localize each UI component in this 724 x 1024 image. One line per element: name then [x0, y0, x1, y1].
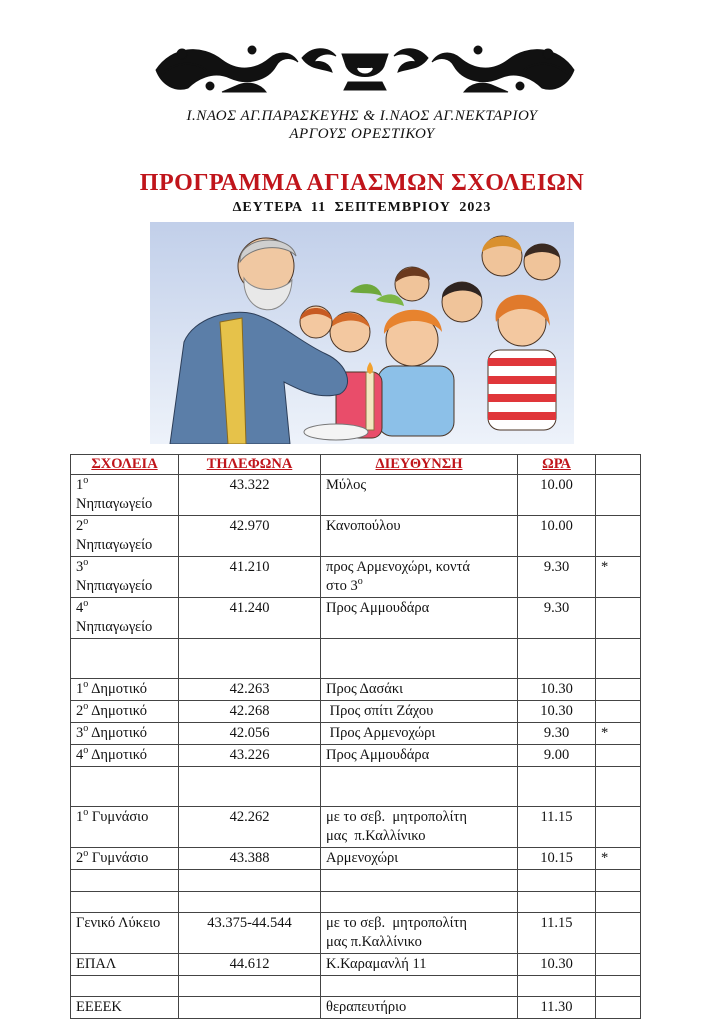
header-address: ΔΙΕΥΘΥΝΣΗ	[321, 455, 518, 475]
spacer-row	[71, 639, 641, 679]
spacer-row	[71, 976, 641, 997]
note-cell	[596, 745, 641, 767]
table-row	[71, 954, 641, 976]
address-cell: Κανοπούλου	[321, 516, 518, 557]
school-cell: ΕΕΕΕΚ	[71, 997, 179, 1019]
phone-cell: 42.263	[179, 679, 321, 701]
address-cell: Προς Αρμενοχώρι	[321, 723, 518, 745]
table-row	[71, 997, 641, 1019]
header-phones: ΤΗΛΕΦΩΝΑ	[179, 455, 321, 475]
school-cell: $2^o$ Νηπιαγωγείο	[71, 516, 179, 557]
table-row	[71, 598, 641, 639]
phone-cell: 41.240	[179, 598, 321, 639]
school-cell: $4^o$ Νηπιαγωγείο	[71, 598, 179, 639]
school-cell: $4^o$ Δημοτικό	[71, 745, 179, 767]
phone-cell: 42.268	[179, 701, 321, 723]
time-cell: 9.30	[518, 723, 596, 745]
address-cell: με το σεβ. μητροπολίτη μας π.Καλλίνικο	[321, 807, 518, 848]
school-cell: $3^o$ Δημοτικό	[71, 723, 179, 745]
phone-cell: 43.322	[179, 475, 321, 516]
table-row	[71, 557, 641, 598]
page-title: ΠΡΟΓΡΑΜΜΑ ΑΓΙΑΣΜΩΝ ΣΧΟΛΕΙΩΝ	[139, 170, 585, 196]
note-cell	[596, 997, 641, 1019]
school-cell: $3^o$ Νηπιαγωγείο	[71, 557, 179, 598]
time-cell: 10.30	[518, 701, 596, 723]
address-cell: Προς Αμμουδάρα	[321, 598, 518, 639]
note-cell: *	[596, 848, 641, 870]
school-cell: $2^o$ Δημοτικό	[71, 701, 179, 723]
time-cell: 9.00	[518, 745, 596, 767]
phone-cell: 42.262	[179, 807, 321, 848]
time-cell: 11.15	[518, 913, 596, 954]
note-cell	[596, 807, 641, 848]
table-row	[71, 701, 641, 723]
time-cell: 11.15	[518, 807, 596, 848]
address-cell: θεραπευτήριο	[321, 997, 518, 1019]
header-schools: ΣΧΟΛΕΙΑ	[71, 455, 179, 475]
spacer-row	[71, 892, 641, 913]
table-row	[71, 848, 641, 870]
phone-cell	[179, 997, 321, 1019]
address-cell: Προς Δασάκι	[321, 679, 518, 701]
address-cell: Μύλος	[321, 475, 518, 516]
time-cell: 11.30	[518, 997, 596, 1019]
time-cell: 10.30	[518, 954, 596, 976]
phone-cell: 43.388	[179, 848, 321, 870]
phone-cell: 42.056	[179, 723, 321, 745]
note-cell	[596, 701, 641, 723]
table-header-row	[71, 455, 641, 475]
school-cell: $2^o$ Γυμνάσιο	[71, 848, 179, 870]
phone-cell: 42.970	[179, 516, 321, 557]
time-cell: 10.30	[518, 679, 596, 701]
table-row	[71, 745, 641, 767]
town-name-line: ΑΡΓΟΥΣ ΟΡΕΣΤΙΚΟΥ	[289, 126, 435, 142]
time-cell: 10.15	[518, 848, 596, 870]
table-row	[71, 679, 641, 701]
spacer-row	[71, 870, 641, 892]
school-cell: $1^o$ Νηπιαγωγείο	[71, 475, 179, 516]
table-row	[71, 475, 641, 516]
address-cell: Κ.Καραμανλή 11	[321, 954, 518, 976]
church-name-line: Ι.ΝΑΟΣ ΑΓ.ΠΑΡΑΣΚΕΥΗΣ & Ι.ΝΑΟΣ ΑΓ.ΝΕΚΤΑΡΙΟΥ	[186, 108, 538, 124]
table-row	[71, 516, 641, 557]
note-cell: *	[596, 557, 641, 598]
table-row	[71, 913, 641, 954]
note-cell	[596, 516, 641, 557]
note-cell: *	[596, 723, 641, 745]
note-cell	[596, 475, 641, 516]
address-cell: προς Αρμενοχώρι, κοντά στο $3^o$	[321, 557, 518, 598]
note-cell	[596, 913, 641, 954]
note-cell	[596, 954, 641, 976]
header-note	[596, 455, 641, 475]
table-row	[71, 723, 641, 745]
spacer-row	[71, 767, 641, 807]
time-cell: 10.00	[518, 475, 596, 516]
time-cell: 9.30	[518, 557, 596, 598]
schedule-table	[70, 454, 641, 1019]
address-cell: Αρμενοχώρι	[321, 848, 518, 870]
address-cell: Προς σπίτι Ζάχου	[321, 701, 518, 723]
note-cell	[596, 598, 641, 639]
school-cell: $1^o$ Γυμνάσιο	[71, 807, 179, 848]
ornament-banner	[152, 40, 578, 98]
phone-cell: 43.226	[179, 745, 321, 767]
address-cell: Προς Αμμουδάρα	[321, 745, 518, 767]
header-time: ΩΡΑ	[518, 455, 596, 475]
phone-cell: 44.612	[179, 954, 321, 976]
date-subtitle: ΔΕΥΤΕΡΑ 11 ΣΕΠΤΕΜΒΡΙΟΥ 2023	[232, 200, 492, 215]
school-cell: Γενικό Λύκειο	[71, 913, 179, 954]
table-row	[71, 807, 641, 848]
time-cell: 9.30	[518, 598, 596, 639]
time-cell: 10.00	[518, 516, 596, 557]
phone-cell: 41.210	[179, 557, 321, 598]
note-cell	[596, 679, 641, 701]
school-cell: $1^o$ Δημοτικό	[71, 679, 179, 701]
blessing-illustration	[150, 222, 574, 444]
address-cell: με το σεβ. μητροπολίτη μας π.Καλλίνικο	[321, 913, 518, 954]
phone-cell: 43.375-44.544	[179, 913, 321, 954]
school-cell: ΕΠΑΛ	[71, 954, 179, 976]
